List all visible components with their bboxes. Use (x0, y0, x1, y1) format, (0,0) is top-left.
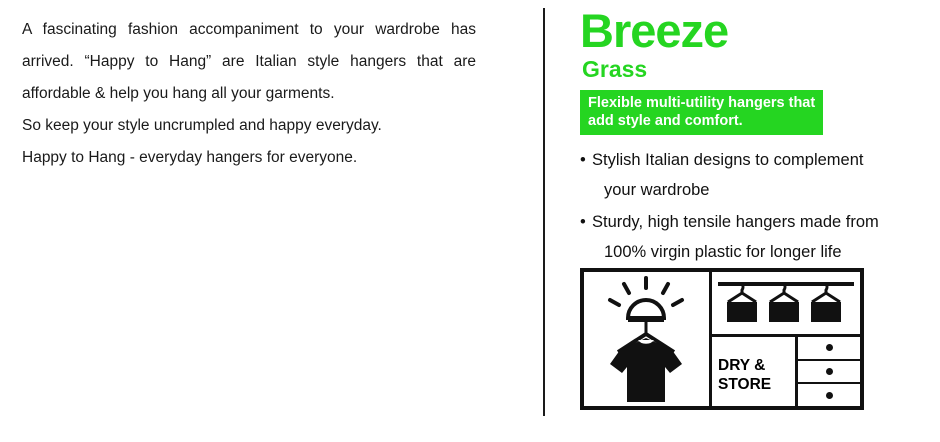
care-label-line-1: DRY & (718, 356, 766, 374)
tagline-paragraph: Happy to Hang - everyday hangers for everyone. (22, 149, 358, 166)
feature-line-1: Stylish Italian designs to complement (592, 151, 864, 169)
hangers-on-rail-illustration (712, 272, 860, 337)
feature-list (580, 145, 910, 267)
hanging-shirt-illustration (584, 272, 712, 406)
intro-paragraph: A fascinating fashion accompaniment to your wardrobe has arrived. “Happy to Hang” are Italian style hangers that are affordable & help you hang all your garments. (22, 21, 476, 102)
tagline-line-2: add style and comfort. (588, 113, 743, 129)
care-label (712, 337, 798, 406)
care-label-line-2: STORE (718, 375, 772, 393)
dot-icon (826, 344, 833, 351)
brand-variant: Grass (582, 56, 648, 82)
care-bottom-row (712, 337, 860, 406)
care-right-column (712, 272, 860, 406)
list-item (580, 145, 910, 205)
care-dot-row (798, 384, 860, 406)
closing-paragraph: So keep your style uncrumpled and happy everyday. (22, 117, 382, 134)
care-dot-row (798, 337, 860, 361)
bullet-icon: • (580, 151, 586, 169)
dot-icon (826, 392, 833, 399)
care-dot-column (798, 337, 860, 406)
product-tagline (580, 90, 823, 135)
list-item (580, 207, 910, 267)
bullet-icon: • (580, 213, 586, 231)
dot-icon (826, 368, 833, 375)
tshirt-on-hanger-icon (584, 272, 709, 407)
hanger-rail-icon (712, 272, 860, 330)
care-instruction-panel (580, 268, 864, 410)
right-product-column (540, 0, 940, 442)
feature-line-1: Sturdy, high tensile hangers made from (592, 213, 879, 231)
brand-name: Breeze (580, 4, 729, 57)
feature-line-2: 100% virgin plastic for longer life (604, 243, 842, 261)
tagline-line-1: Flexible multi-utility hangers that (588, 95, 816, 111)
feature-line-2: your wardrobe (604, 181, 710, 199)
care-dot-row (798, 361, 860, 385)
